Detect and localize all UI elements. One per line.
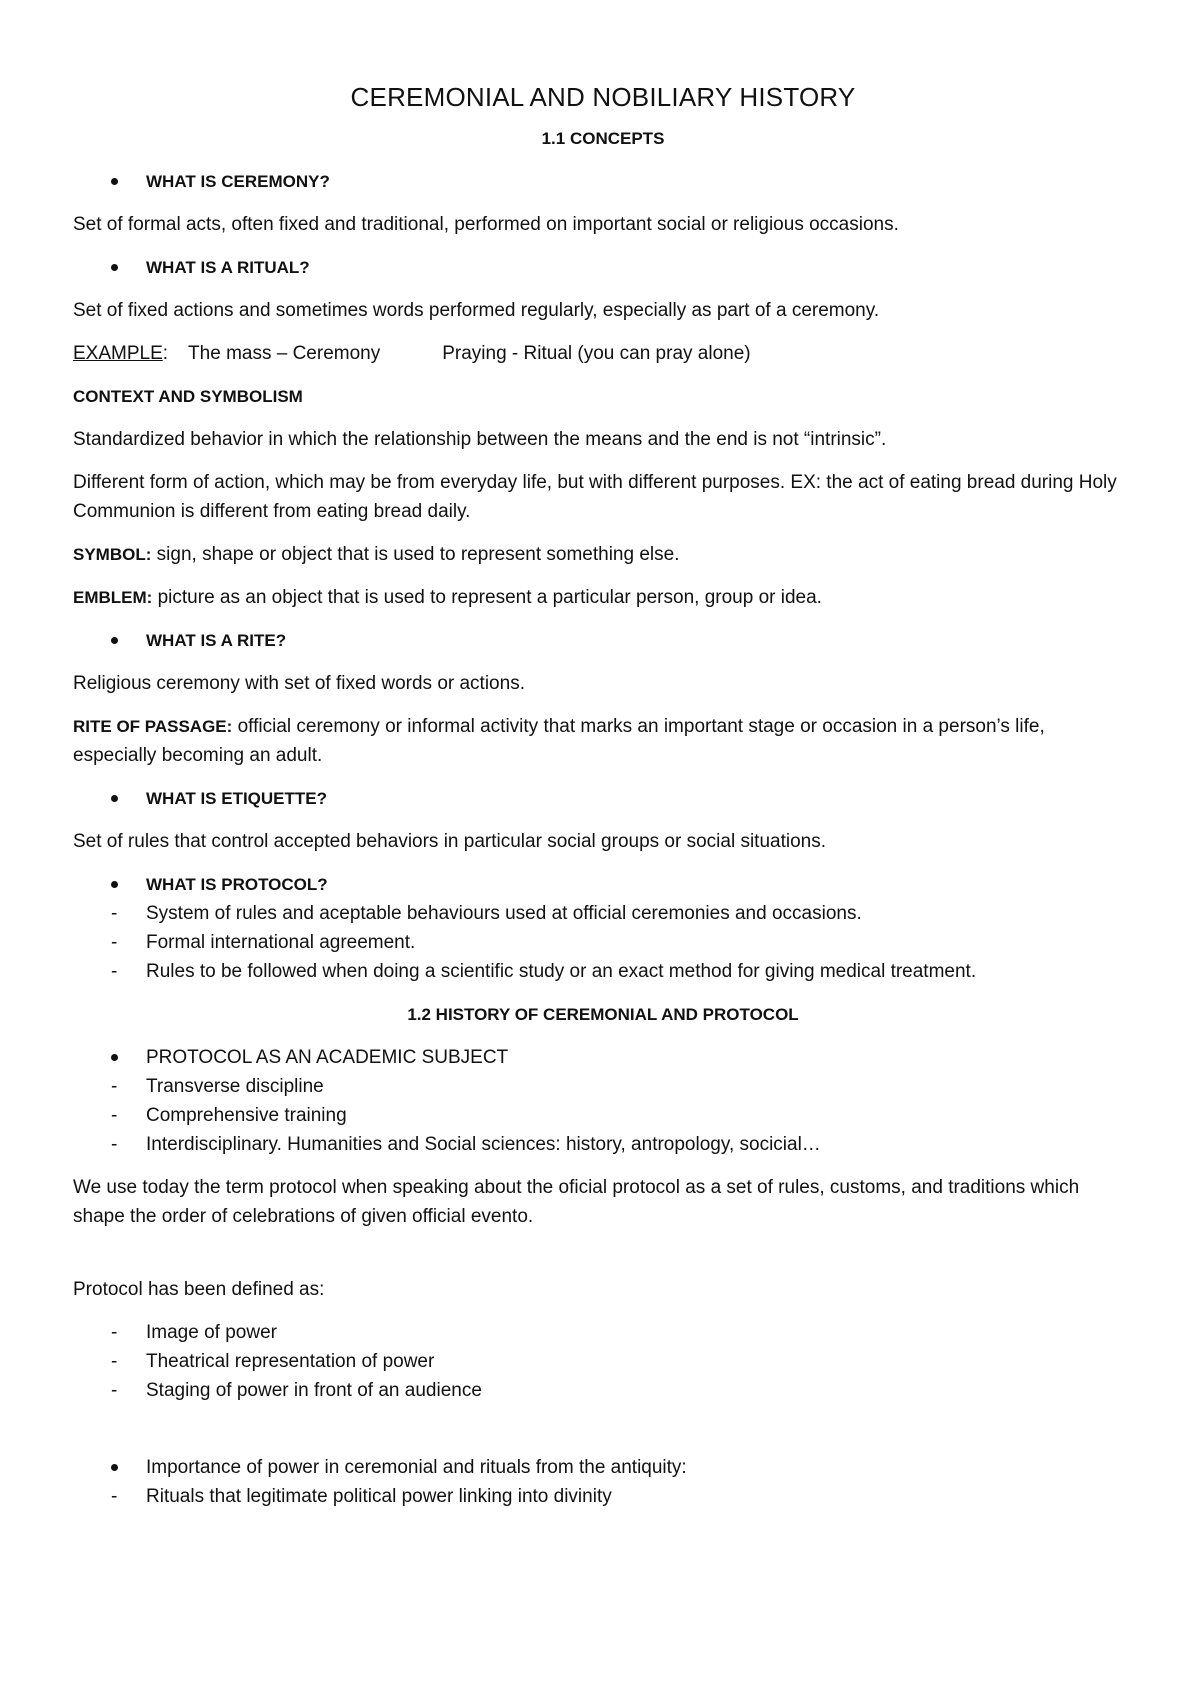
- bullet-item-importance-power: [73, 1453, 1133, 1482]
- list-item-text: Interdisciplinary. Humanities and Social sciences: history, antropology, socicial…: [146, 1134, 821, 1155]
- dash-icon: -: [111, 1076, 118, 1097]
- example-colon: :: [162, 343, 169, 364]
- list-item-text: Image of power: [146, 1322, 277, 1343]
- definition-rite-of-passage: [73, 712, 1133, 770]
- term-emblem: EMBLEM:: [73, 588, 153, 607]
- document-title: CEREMONIAL AND NOBILIARY HISTORY: [350, 82, 856, 112]
- list-item: [73, 957, 1133, 986]
- document-page: [73, 70, 1133, 1511]
- bullet-heading-text: WHAT IS A RITE?: [146, 631, 287, 650]
- term-symbol: SYMBOL:: [73, 545, 152, 564]
- list-item-text: Staging of power in front of an audience: [146, 1380, 482, 1401]
- paragraph-different-form: Different form of action, which may be from everyday life, but with different purposes. EX: the act of eating bread during Holy Communion is different from eating bread daily.: [73, 472, 1117, 522]
- dash-icon: -: [111, 961, 118, 982]
- heading-context-symbolism: CONTEXT AND SYMBOLISM: [73, 387, 303, 406]
- example-ritual: Praying - Ritual (you can pray alone): [442, 343, 751, 364]
- definition-emblem-text: picture as an object that is used to represent a particular person, group or idea.: [152, 587, 822, 608]
- paragraph-rite: Religious ceremony with set of fixed words or actions.: [73, 673, 525, 694]
- list-item-text: Theatrical representation of power: [146, 1351, 435, 1372]
- bullet-heading-ceremony: [73, 167, 1133, 196]
- list-item: [73, 899, 1133, 928]
- definition-symbol-text: sign, shape or object that is used to represent something else.: [151, 544, 680, 565]
- bullet-icon: [111, 264, 118, 271]
- bullet-heading-protocol: [73, 870, 1133, 899]
- paragraph-standardized: Standardized behavior in which the relationship between the means and the end is not “intrinsic”.: [73, 429, 887, 450]
- paragraph-today-protocol: We use today the term protocol when speaking about the oficial protocol as a set of rules, customs, and traditions which shape the order of celebrations of given official evento.: [73, 1177, 1080, 1227]
- dash-icon: -: [111, 932, 118, 953]
- list-item-text: Formal international agreement.: [146, 932, 416, 953]
- definition-emblem: [73, 583, 1133, 612]
- paragraph-ceremony: Set of formal acts, often fixed and traditional, performed on important social or religious occasions.: [73, 214, 899, 235]
- list-item-text: Comprehensive training: [146, 1105, 347, 1126]
- list-item-text: Rituals that legitimate political power linking into divinity: [146, 1486, 612, 1507]
- section-heading-concepts: 1.1 CONCEPTS: [541, 129, 665, 148]
- bullet-heading-rite: [73, 626, 1133, 655]
- importance-power-list: [73, 1482, 1133, 1511]
- definition-rite-of-passage-text: official ceremony or informal activity that marks an important stage or occasion in a person’s life, especially becoming an adult.: [73, 716, 1045, 766]
- bullet-icon: [111, 178, 118, 185]
- paragraph-protocol-defined: Protocol has been defined as:: [73, 1279, 325, 1300]
- bullet-heading-text: WHAT IS CEREMONY?: [146, 172, 330, 191]
- section-heading-history: 1.2 HISTORY OF CEREMONIAL AND PROTOCOL: [407, 1005, 799, 1024]
- protocol-definition-list: [73, 899, 1133, 986]
- bullet-heading-text: WHAT IS ETIQUETTE?: [146, 789, 328, 808]
- bullet-item-text: Importance of power in ceremonial and rituals from the antiquity:: [146, 1457, 687, 1478]
- dash-icon: -: [111, 1351, 118, 1372]
- paragraph-etiquette: Set of rules that control accepted behaviors in particular social groups or social situations.: [73, 831, 827, 852]
- dash-icon: -: [111, 1380, 118, 1401]
- bullet-icon: [111, 1054, 118, 1061]
- definition-symbol: [73, 540, 1133, 569]
- term-rite-of-passage: RITE OF PASSAGE:: [73, 717, 233, 736]
- bullet-heading-ritual: [73, 253, 1133, 282]
- bullet-icon: [111, 795, 118, 802]
- bullet-icon: [111, 637, 118, 644]
- dash-icon: -: [111, 1134, 118, 1155]
- list-item-text: Rules to be followed when doing a scientific study or an exact method for giving medical treatment.: [146, 961, 977, 982]
- bullet-icon: [111, 1464, 118, 1471]
- bullet-heading-etiquette: [73, 784, 1133, 813]
- list-item: [73, 1347, 1133, 1376]
- list-item: [73, 1376, 1133, 1405]
- list-item: [73, 1101, 1133, 1130]
- list-item: [73, 1072, 1133, 1101]
- bullet-item-academic-subject: [73, 1043, 1133, 1072]
- list-item: [73, 1482, 1133, 1511]
- bullet-heading-text: WHAT IS PROTOCOL?: [146, 875, 328, 894]
- list-item: [73, 1318, 1133, 1347]
- spacer: [73, 1405, 1133, 1439]
- bullet-icon: [111, 881, 118, 888]
- dash-icon: -: [111, 1105, 118, 1126]
- example-ceremony: The mass – Ceremony: [188, 343, 381, 364]
- list-item: [73, 1130, 1133, 1159]
- academic-subject-list: [73, 1072, 1133, 1159]
- example-label: EXAMPLE: [73, 343, 163, 364]
- example-line: [73, 339, 1133, 368]
- bullet-heading-text: WHAT IS A RITUAL?: [146, 258, 310, 277]
- dash-icon: -: [111, 1322, 118, 1343]
- dash-icon: -: [111, 1486, 118, 1507]
- list-item-text: System of rules and aceptable behaviours used at official ceremonies and occasions.: [146, 903, 862, 924]
- list-item: [73, 928, 1133, 957]
- list-item-text: Transverse discipline: [146, 1076, 324, 1097]
- dash-icon: -: [111, 903, 118, 924]
- protocol-defined-list: [73, 1318, 1133, 1405]
- spacer: [73, 1231, 1133, 1275]
- bullet-item-text: PROTOCOL AS AN ACADEMIC SUBJECT: [146, 1047, 509, 1068]
- paragraph-ritual: Set of fixed actions and sometimes words performed regularly, especially as part of a ceremony.: [73, 300, 880, 321]
